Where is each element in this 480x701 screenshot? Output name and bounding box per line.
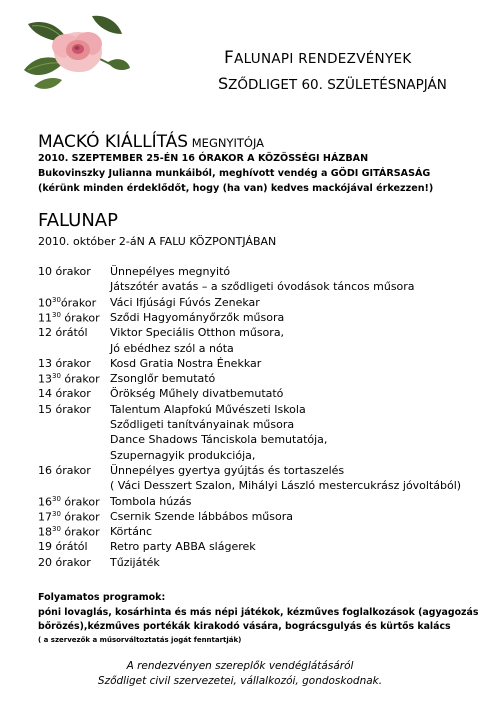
schedule-time: 14 órakor xyxy=(38,387,91,401)
schedule-time: 19 órától xyxy=(38,540,88,554)
continuous-programs-line: bőrözés),kézműves portékák kirakodó vására, bográcsgulyás és kürtős kalács xyxy=(38,621,451,632)
schedule-event: Viktor Speciális Otthon műsora, xyxy=(110,326,285,340)
schedule-event: Körtánc xyxy=(110,525,152,539)
schedule-event: Váci Ifjúsági Fúvós Zenekar xyxy=(110,295,260,309)
schedule-event: Jó ebédhez szól a nóta xyxy=(110,341,234,355)
schedule-event: Játszótér avatás – a sződligeti óvodások táncos műsora xyxy=(110,280,415,294)
schedule-event: Talentum Alapfokú Művészeti Iskola xyxy=(110,402,306,416)
schedule-event: Kosd Gratia Nostra Énekkar xyxy=(110,356,262,370)
schedule-time: 16 órakor xyxy=(38,463,91,477)
schedule-event: Sződi Hagyományőrzők műsora xyxy=(110,310,285,324)
continuous-programs-line: póni lovaglás, kosárhinta és más népi játékok, kézműves foglalkozások (agyagozás xyxy=(38,607,479,618)
schedule-time: $16^{30}$ órakor xyxy=(38,494,100,509)
schedule-event: Dance Shadows Tánciskola bemutatója, xyxy=(110,433,328,447)
schedule-time: $13^{30}$ órakor xyxy=(38,372,100,386)
schedule-event: Zsonglőr bemutató xyxy=(110,372,216,386)
rose-flower-logo xyxy=(22,12,132,92)
schedule-time: 10 órakor xyxy=(38,265,91,278)
schedule-time: 13 órakor xyxy=(38,356,91,370)
falunap-title: FALUNAP xyxy=(38,210,118,231)
organizers-note: ( a szervezők a műsorváltoztatás jogát fenntartják) xyxy=(38,636,242,644)
header-title-line2: SZŐDLIGET 60. SZÜLETÉSNAPJÁN xyxy=(218,74,447,93)
schedule-time: $17^{30}$ órakor xyxy=(38,509,100,524)
schedule-event: Tűzijáték xyxy=(110,555,160,569)
schedule-event: Csernik Szende lábbábos műsora xyxy=(110,509,293,523)
exhibition-invite-line: (kérünk minden érdeklődőt, hogy (ha van) kedves mackójával érkezzen!) xyxy=(38,183,434,194)
schedule-time: $18^{30}$ órakor xyxy=(38,525,100,539)
exhibition-guest-line: Bukovinszky Julianna munkáiból, meghívott vendég a GÖDI GITÁRSASÁG xyxy=(38,168,431,179)
continuous-programs-title: Folyamatos programok: xyxy=(38,592,166,603)
schedule-event: Tombola húzás xyxy=(110,494,192,508)
schedule-time: 20 órakor xyxy=(38,555,91,569)
schedule-event: Örökség Műhely divatbemutató xyxy=(110,387,284,401)
schedule-event: Sződligeti tanítványainak műsora xyxy=(110,418,295,431)
schedule-event: Ünnepélyes megnyitó xyxy=(110,265,231,278)
schedule-time: $10^{30}órakor$ xyxy=(38,295,97,310)
schedule-event: Retro party ABBA slágerek xyxy=(110,540,256,554)
falunap-subtitle: 2010. október 2-áN A FALU KÖZPONTJÁBAN xyxy=(38,235,277,248)
schedule-time: 15 órakor xyxy=(38,402,91,416)
schedule-event: Ünnepélyes gyertya gyújtás és tortaszelés xyxy=(110,463,345,477)
schedule-time: $11^{30}$ órakor xyxy=(38,310,100,325)
schedule-event: ( Váci Desszert Szalon, Mihályi László mestercukrász jóvoltából) xyxy=(110,479,462,493)
schedule-time: 12 órától xyxy=(38,326,88,340)
exhibition-date-line: 2010. SZEPTEMBER 25-ÉN 16 ÓRAKOR A KÖZÖSSÉGI HÁZBAN xyxy=(38,153,369,164)
exhibition-title: MACKÓ KIÁLLÍTÁS MEGNYITÓJA xyxy=(38,132,265,152)
header-title-line1: FALUNAPI RENDEZVÉNYEK xyxy=(224,48,412,68)
footer-line: Sződliget civil szervezetei, vállalkozói, gondoskodnak. xyxy=(97,675,383,687)
footer-line: A rendezvényen szereplők vendéglátásáról xyxy=(126,660,354,672)
schedule-event: Szupernagyik produkciója, xyxy=(110,448,256,462)
